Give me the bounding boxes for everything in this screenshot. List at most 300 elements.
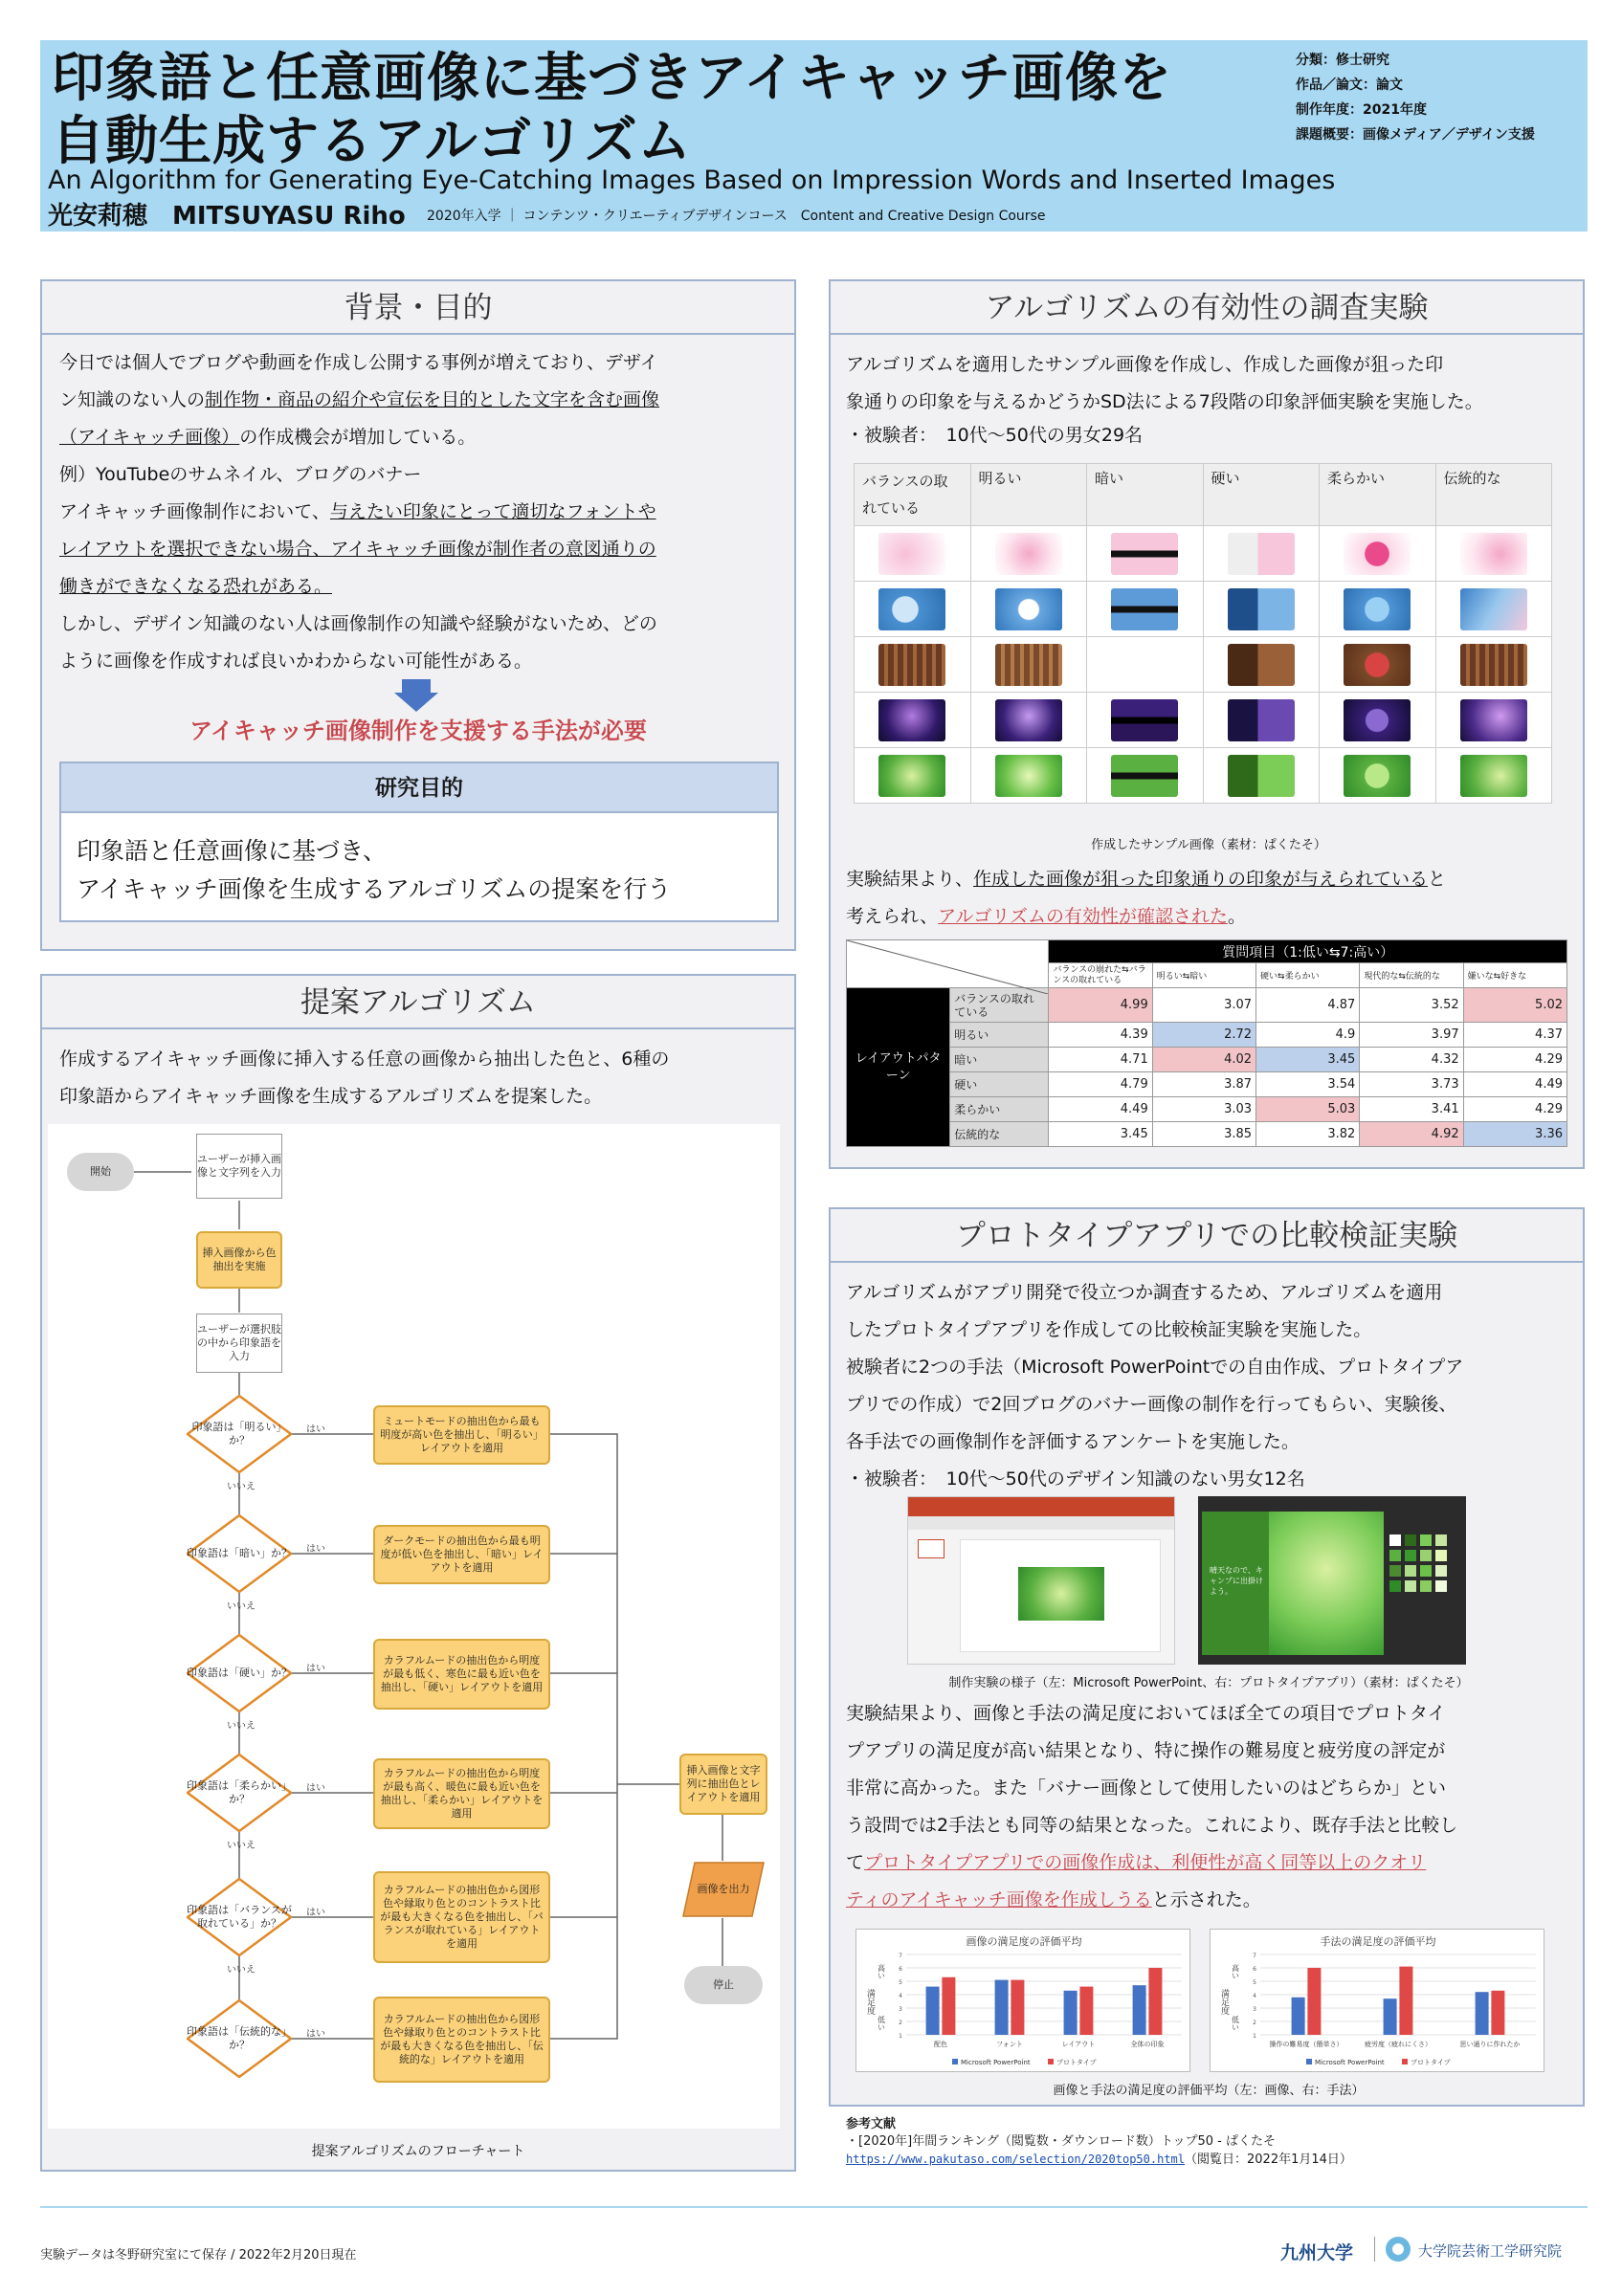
output-label: 画像を出力	[697, 1883, 750, 1895]
sample-thumb	[878, 588, 945, 630]
sample-cell	[1320, 748, 1436, 804]
text-line	[846, 1882, 1583, 1919]
image-satisfaction-chart	[855, 1929, 1190, 2072]
legend-swatch	[1048, 2059, 1054, 2064]
swatch[interactable]	[1420, 1565, 1432, 1577]
apply-layout-node: 挿入画像と文字列に抽出色とレイアウトを適用	[679, 1754, 767, 1815]
no-label: いいえ	[227, 1965, 256, 1976]
sample-caption: 作成したサンプル画像（素材：ぱくたそ）	[1091, 838, 1326, 852]
chart-ylabel-low: 低い	[1231, 2016, 1240, 2031]
text-span: て	[846, 1852, 865, 1873]
x-tick-label: 全体の印象	[1130, 2041, 1165, 2048]
table-cell: 4.29	[1463, 1097, 1566, 1122]
table-cell: 4.37	[1463, 1023, 1566, 1048]
purpose-heading: 研究目的	[61, 763, 777, 813]
table-cell: 4.29	[1463, 1048, 1566, 1072]
sample-thumb	[1228, 755, 1295, 797]
meta-category: 分類：修士研究	[1296, 53, 1389, 68]
bar-powerpoint	[995, 1980, 1009, 2035]
table-cell: 3.36	[1463, 1122, 1566, 1147]
sample-cell	[1203, 637, 1320, 693]
table-cell: 3.45	[1049, 1122, 1152, 1147]
header-banner	[40, 40, 1588, 232]
table-cell: 4.99	[1049, 988, 1152, 1023]
row-label: バランスの取れている	[950, 988, 1049, 1023]
row-label: 硬い	[950, 1072, 1049, 1097]
bar-powerpoint	[1133, 1985, 1146, 2035]
sample-col-header: 柔らかい	[1320, 464, 1436, 526]
sample-col-header: 硬い	[1203, 464, 1320, 526]
row-label: 柔らかい	[950, 1097, 1049, 1122]
decision-dark	[187, 1514, 292, 1593]
chart-ylabel: 満足度	[1219, 1989, 1229, 2015]
legend-swatch	[1306, 2059, 1312, 2064]
reference-date: （閲覧日：2022年1月14日）	[1185, 2152, 1352, 2167]
y-tick-label: 3	[1253, 2006, 1256, 2013]
english-subtitle: An Algorithm for Generating Eye-Catching Images Based on Impression Words and Inserted Images	[48, 166, 1336, 195]
sample-thumb	[1344, 699, 1411, 741]
text-span: 実験結果より、	[846, 869, 974, 890]
sample-thumb	[1460, 699, 1527, 741]
sample-cell	[970, 582, 1087, 637]
y-tick-label: 7	[899, 1953, 902, 1959]
swatch[interactable]	[1389, 1565, 1401, 1577]
meta-summary: 課題概要：画像メディア／デザイン支援	[1296, 127, 1535, 143]
x-tick-label: 疲労度（疲れにくさ）	[1365, 2041, 1432, 2048]
yes-label: はい	[306, 1544, 325, 1555]
references	[846, 2116, 1352, 2169]
table-cell: 3.52	[1360, 988, 1463, 1023]
swatch[interactable]	[1435, 1580, 1447, 1592]
layout-pattern-header: レイアウトパターン	[847, 988, 950, 1147]
bar-prototype	[942, 1977, 955, 2035]
sample-thumb	[1228, 533, 1295, 575]
text-line: ように画像を作成すれば良いかわからない可能性がある。	[59, 651, 533, 672]
table-cell: 4.02	[1152, 1048, 1255, 1072]
sample-cell	[970, 637, 1087, 693]
sample-col-header: バランスの取れている	[855, 464, 971, 526]
text-span: 考えられ、	[846, 906, 939, 927]
bar-powerpoint	[926, 1987, 940, 2035]
proposal-text	[59, 1041, 787, 1115]
text-line: う設問では2手法とも同等の結果となった。これにより、既存手法と比較し	[846, 1815, 1458, 1836]
faculty-logo-icon	[1386, 2237, 1411, 2262]
x-tick-label: 配色	[934, 2041, 947, 2048]
table-cell: 5.02	[1463, 988, 1566, 1023]
table-cell: 4.9	[1256, 1023, 1360, 1048]
text-line	[59, 382, 787, 419]
sample-thumb	[878, 755, 945, 797]
sample-cell	[855, 748, 971, 804]
legend-label: プロトタイプ	[1411, 2059, 1451, 2066]
y-tick-label: 7	[1253, 1953, 1256, 1959]
sample-cell	[1320, 693, 1436, 748]
sample-col-header: 暗い	[1087, 464, 1204, 526]
question-header: 質問項目（1:低い⇆7:高い）	[1049, 940, 1567, 963]
sample-cell	[1435, 693, 1552, 748]
decision-balanced	[187, 1878, 292, 1956]
sample-cell	[855, 582, 971, 637]
bar-prototype	[1148, 1968, 1162, 2035]
sample-thumb	[1111, 699, 1178, 741]
sample-thumb	[1111, 533, 1178, 575]
validity-title: アルゴリズムの有効性の調査実験	[831, 281, 1583, 335]
table-cell: 3.85	[1152, 1122, 1255, 1147]
text-line: 印象語からアイキャッチ画像を生成するアルゴリズムを提案した。	[59, 1086, 603, 1107]
prototype-app-screenshot	[1198, 1496, 1466, 1665]
swatch[interactable]	[1389, 1534, 1401, 1546]
y-tick-label: 1	[899, 2033, 902, 2040]
table-cell: 2.72	[1152, 1023, 1255, 1048]
x-tick-label: 思い通りに作れたか	[1459, 2041, 1521, 2048]
no-label: いいえ	[227, 1601, 256, 1612]
y-tick-label: 3	[899, 2006, 902, 2013]
start-node: 開始	[67, 1153, 134, 1191]
sample-cell	[970, 693, 1087, 748]
sample-cell	[1087, 748, 1204, 804]
output-node	[681, 1861, 766, 1918]
flowchart	[48, 1124, 780, 2129]
bar-prototype	[1079, 1987, 1093, 2035]
text-span: アイキャッチ画像制作において、	[59, 501, 330, 522]
no-label: いいえ	[227, 1841, 256, 1851]
prototype-text	[846, 1274, 1583, 1498]
swatch[interactable]	[1389, 1550, 1401, 1561]
y-tick-label: 4	[899, 1993, 902, 1999]
text-span: と示された。	[1151, 1889, 1261, 1910]
prototype-result-text	[846, 1695, 1583, 1919]
title-line-2: 自動生成するアルゴリズム	[52, 110, 692, 171]
bar-powerpoint	[1292, 1998, 1305, 2035]
screenshot-caption: 制作実験の様子（左：Microsoft PowerPoint、右：プロトタイプアプリ）（素材：ぱくたそ）	[948, 1676, 1469, 1690]
text-line	[846, 861, 1583, 898]
y-tick-label: 5	[1253, 1979, 1256, 1986]
text-line: したプロトタイプアプリを作成しての比較検証実験を実施した。	[846, 1319, 1372, 1340]
chart-title: 手法の満足度の評価平均	[1320, 1935, 1436, 1948]
ppt-slide-image	[1018, 1567, 1104, 1621]
swatch[interactable]	[1389, 1580, 1401, 1592]
text-line: プアプリの満足度が高い結果となり、特に操作の難易度と疲労度の評定が	[846, 1740, 1446, 1761]
bar-prototype	[1307, 1968, 1321, 2035]
row-label: 明るい	[950, 1023, 1049, 1048]
sample-thumb	[1460, 533, 1527, 575]
table-cell: 3.03	[1152, 1097, 1255, 1122]
bar-powerpoint	[1384, 1998, 1397, 2035]
validity-text	[846, 346, 1583, 450]
action-hard: カラフルムードの抽出色から明度が最も低く、寒色に最も近い色を抽出し、「硬い」レイアウトを適用	[373, 1639, 550, 1710]
reference-link[interactable]: https://www.pakutaso.com/selection/2020top50.html	[846, 2152, 1186, 2166]
row-label: 暗い	[950, 1048, 1049, 1072]
text-line	[846, 898, 1583, 936]
table-cell: 3.73	[1360, 1072, 1463, 1097]
decision-label: 印象語は「硬い」か？	[187, 1667, 292, 1679]
prototype-title: プロトタイプアプリでの比較検証実験	[831, 1209, 1583, 1263]
table-cell: 4.71	[1049, 1048, 1152, 1072]
flowchart-connectors	[48, 1124, 780, 2129]
swatch[interactable]	[1435, 1550, 1447, 1561]
sample-cell	[1087, 582, 1204, 637]
method-satisfaction-chart	[1210, 1929, 1544, 2072]
course-info: 2020年入学 ｜ コンテンツ・クリエーティブデザインコース Content and Creative Design Course	[427, 209, 1046, 224]
text-line	[59, 419, 787, 456]
background-title: 背景・目的	[42, 281, 794, 335]
powerpoint-screenshot	[907, 1496, 1175, 1665]
validity-result-text	[846, 861, 1583, 936]
input-image-text-node: ユーザーが挿入画像と文字列を入力	[196, 1134, 282, 1199]
sample-thumb	[1228, 699, 1295, 741]
swatch[interactable]	[1420, 1550, 1432, 1561]
sample-cell	[1435, 748, 1552, 804]
decision-label: 印象語は「バランスが取れている」か？	[187, 1904, 292, 1930]
table-cell: 3.54	[1256, 1072, 1360, 1097]
decision-traditional	[187, 1999, 292, 2078]
bar-prototype	[1399, 1967, 1412, 2035]
underlined-text: （アイキャッチ画像）	[59, 427, 240, 448]
y-tick-label: 1	[1253, 2033, 1256, 2040]
sample-cell	[1087, 693, 1204, 748]
decision-label: 印象語は「明るい」か？	[191, 1421, 287, 1446]
background-panel	[40, 279, 796, 951]
sample-cell	[970, 748, 1087, 804]
text-span: と	[1428, 869, 1447, 890]
sample-cell	[1087, 637, 1204, 693]
text-line: ・被験者： 10代〜50代の男女29名	[846, 425, 1144, 446]
sample-thumb	[878, 699, 945, 741]
decision-label: 印象語は「伝統的な」か？	[187, 2025, 292, 2051]
y-tick-label: 2	[899, 2020, 902, 2026]
bar-prototype	[1491, 1991, 1504, 2035]
question-col: 硬い⇆柔らかい	[1256, 963, 1360, 988]
underlined-text: 制作物・商品の紹介や宣伝を目的とした文字を含む画像	[205, 389, 660, 410]
y-tick-label: 6	[1253, 1966, 1256, 1973]
sample-cell	[1320, 582, 1436, 637]
chart-title: 画像の満足度の評価平均	[966, 1935, 1082, 1948]
sample-thumb	[995, 533, 1062, 575]
yes-label: はい	[306, 1424, 325, 1435]
chart-ylabel-high: 高い	[877, 1964, 886, 1979]
legend-label: Microsoft PowerPoint	[961, 2059, 1031, 2066]
underlined-text: レイアウトを選択できない場合、アイキャッチ画像が制作者の意図通りの	[59, 539, 656, 560]
highlight-text: プロトタイプアプリでの画像作成は、利便性が高く同等以上のクオリ	[864, 1852, 1427, 1873]
app-banner-text: 晴天なので、キャンプに出掛けよう。	[1210, 1566, 1263, 1596]
chart-ylabel-low: 低い	[877, 2016, 886, 2031]
decision-label: 印象語は「柔らかい」か？	[187, 1779, 292, 1805]
sample-cell	[1320, 637, 1436, 693]
purpose-text	[77, 832, 671, 909]
swatch[interactable]	[1420, 1534, 1432, 1546]
text-line: 作成するアイキャッチ画像に挿入する任意の画像から抽出した色と、6種の	[59, 1049, 670, 1070]
reference-url-line	[846, 2151, 1352, 2169]
text-line: 今日では個人でブログや動画を作成し公開する事例が増えており、デザイ	[59, 352, 658, 373]
footer-note: 実験データは冬野研究室にて保存 / 2022年2月20日現在	[40, 2248, 357, 2263]
chart-ylabel-high: 高い	[1231, 1964, 1240, 1979]
swatch[interactable]	[1435, 1534, 1447, 1546]
meta-year: 制作年度：2021年度	[1296, 102, 1427, 118]
yes-label: はい	[306, 1664, 325, 1674]
question-col: 明るい⇆暗い	[1152, 963, 1255, 988]
no-label: いいえ	[227, 1721, 256, 1732]
question-col: 現代的な⇆伝統的な	[1360, 963, 1463, 988]
yes-label: はい	[306, 2029, 325, 2040]
action-balanced: カラフルムードの抽出色から図形色や縁取り色とのコントラスト比が最も大きくなる色を抽出し、「バランスが取れている」レイアウトを適用	[373, 1871, 550, 1963]
table-cell: 4.49	[1463, 1072, 1566, 1097]
question-col: バランスの崩れた⇆バランスの取れている	[1049, 963, 1152, 988]
swatch[interactable]	[1405, 1550, 1416, 1561]
chart-svg	[1211, 1930, 1545, 2073]
title-line-1: 印象語と任意画像に基づきアイキャッチ画像を	[52, 47, 1173, 108]
sample-cell	[970, 526, 1087, 582]
chart-ylabel: 満足度	[865, 1989, 875, 2015]
charts-caption: 画像と手法の満足度の評価平均（左：画像、右：手法）	[1053, 2084, 1365, 2098]
text-line: 象通りの印象を与えるかどうかSD法による7段階の印象評価実験を実施した。	[846, 391, 1483, 412]
author-name: 光安莉穂 MITSUYASU Riho	[48, 202, 406, 231]
chart-svg	[856, 1930, 1191, 2073]
y-tick-label: 5	[899, 1979, 902, 1986]
app-preview-image	[1269, 1512, 1384, 1655]
sample-cell	[1203, 693, 1320, 748]
sample-cell	[855, 693, 971, 748]
underlined-text: 作成した画像が狙った印象通りの印象が与えられている	[973, 869, 1429, 890]
sample-col-header: 伝統的な	[1435, 464, 1552, 526]
text-line: アルゴリズムを適用したサンプル画像を作成し、作成した画像が狙った印	[846, 354, 1444, 375]
faculty-name: 大学院芸術工学研究院	[1418, 2242, 1563, 2260]
swatch[interactable]	[1405, 1534, 1416, 1546]
validity-panel	[829, 279, 1585, 1169]
decision-hard	[187, 1634, 292, 1712]
x-tick-label: 操作の難易度（簡単さ）	[1269, 2041, 1344, 2048]
swatch[interactable]	[1420, 1580, 1432, 1592]
table-corner	[847, 940, 1049, 988]
logo-separator	[1374, 2237, 1375, 2262]
need-statement: アイキャッチ画像制作を支援する手法が必要	[189, 718, 647, 744]
bar-powerpoint	[1476, 1992, 1489, 2035]
action-traditional: カラフルムードの抽出色から図形色や縁取り色とのコントラスト比が最も大きくなる色を抽出し、「伝統的な」レイアウトを適用	[373, 1997, 550, 2083]
sample-cell	[855, 637, 971, 693]
purpose-line-2: アイキャッチ画像を生成するアルゴリズムの提案を行う	[77, 875, 672, 903]
sample-thumb	[1228, 644, 1295, 686]
meta-info	[1296, 48, 1535, 147]
yes-label: はい	[306, 1908, 325, 1918]
purpose-line-1: 印象語と任意画像に基づき、	[77, 837, 388, 865]
ppt-slide-thumb	[918, 1539, 944, 1558]
stop-node: 停止	[684, 1966, 763, 2004]
purpose-box	[59, 762, 779, 922]
color-extract-node: 挿入画像から色抽出を実施	[196, 1231, 282, 1289]
background-text	[59, 344, 787, 680]
meta-type: 作品／論文：論文	[1296, 77, 1403, 93]
swatch[interactable]	[1405, 1565, 1416, 1577]
bar-powerpoint	[1064, 1991, 1078, 2035]
sample-thumb	[1460, 588, 1527, 630]
table-cell: 5.03	[1256, 1097, 1360, 1122]
swatch[interactable]	[1405, 1580, 1416, 1592]
no-label: いいえ	[227, 1482, 256, 1492]
table-cell: 4.39	[1049, 1023, 1152, 1048]
results-table	[846, 939, 1567, 1147]
text-line: アルゴリズムがアプリ開発で役立つか調査するため、アルゴリズムを適用	[846, 1282, 1443, 1303]
sample-thumb	[1460, 644, 1527, 686]
sample-thumb	[1344, 755, 1411, 797]
sample-thumb	[1460, 755, 1527, 797]
footer-divider	[40, 2206, 1588, 2208]
app-color-palette	[1389, 1515, 1460, 1655]
table-cell: 4.32	[1360, 1048, 1463, 1072]
table-cell: 4.49	[1049, 1097, 1152, 1122]
table-cell: 4.79	[1049, 1072, 1152, 1097]
sample-thumb	[1344, 644, 1411, 686]
sample-thumb	[995, 755, 1062, 797]
sample-thumb	[995, 644, 1062, 686]
text-line: 被験者に2つの手法（Microsoft PowerPointでの自由作成、プロトタイプア	[846, 1357, 1464, 1378]
text-line: プリでの作成）で2回ブログのバナー画像の制作を行ってもらい、実験後、	[846, 1394, 1457, 1415]
sample-thumb	[995, 699, 1062, 741]
action-soft: カラフルムードの抽出色から明度が最も高く、暖色に最も近い色を抽出し、「柔らかい」レイアウトを適用	[373, 1758, 550, 1829]
table-cell: 3.87	[1152, 1072, 1255, 1097]
swatch[interactable]	[1435, 1565, 1447, 1577]
text-line: しかし、デザイン知識のない人は画像制作の知識や経験がないため、どの	[59, 613, 657, 634]
text-line	[59, 494, 787, 531]
x-tick-label: レイアウト	[1061, 2041, 1096, 2048]
text-line: 実験結果より、画像と手法の満足度においてほぼ全ての項目でプロトタイ	[846, 1703, 1446, 1724]
sample-thumb	[1228, 588, 1295, 630]
x-tick-label: フォント	[996, 2041, 1023, 2048]
legend-swatch	[1402, 2059, 1408, 2064]
sample-thumb	[1344, 588, 1411, 630]
sample-thumb	[878, 644, 945, 686]
sample-thumb	[1344, 533, 1411, 575]
action-dark: ダークモードの抽出色から最も明度が低い色を抽出し、「暗い」レイアウトを適用	[373, 1525, 550, 1584]
table-cell: 3.82	[1256, 1122, 1360, 1147]
highlight-text: ティのアイキャッチ画像を作成しうる	[846, 1889, 1152, 1910]
text-span: の作成機会が増加している。	[239, 427, 477, 448]
ppt-slide	[960, 1539, 1161, 1652]
sample-thumb	[1111, 644, 1178, 686]
legend-label: Microsoft PowerPoint	[1315, 2059, 1385, 2066]
sample-cell	[1435, 637, 1552, 693]
sample-cell	[1435, 526, 1552, 582]
decision-label: 印象語は「暗い」か？	[187, 1547, 292, 1559]
table-cell: 3.07	[1152, 988, 1255, 1023]
sample-cell	[855, 526, 971, 582]
underlined-text: 与えたい印象にとって適切なフォントや	[329, 501, 656, 522]
y-tick-label: 6	[899, 1966, 902, 1973]
input-impression-node: ユーザーが選択肢の中から印象語を入力	[196, 1314, 282, 1373]
sample-thumb	[995, 588, 1062, 630]
palette-grid	[1389, 1534, 1460, 1592]
sample-cell	[1320, 526, 1436, 582]
decision-soft	[187, 1754, 292, 1832]
sample-images-grid	[854, 463, 1552, 804]
text-line: 各手法での画像制作を評価するアンケートを実施した。	[846, 1431, 1300, 1452]
sample-cell	[1087, 526, 1204, 582]
text-line: ・被験者： 10代〜50代のデザイン知識のない男女12名	[846, 1468, 1305, 1490]
legend-swatch	[952, 2059, 958, 2064]
ppt-ribbon	[908, 1497, 1174, 1516]
y-tick-label: 4	[1253, 1993, 1256, 1999]
poster-title	[52, 46, 1172, 172]
proposal-title: 提案アルゴリズム	[42, 976, 794, 1029]
table-cell: 3.41	[1360, 1097, 1463, 1122]
text-span: 。	[1228, 906, 1247, 927]
app-preview	[1202, 1512, 1384, 1655]
prototype-panel	[829, 1207, 1585, 2107]
table-cell: 4.87	[1256, 988, 1360, 1023]
sample-cell	[1203, 582, 1320, 637]
ppt-toolbar	[908, 1516, 1174, 1530]
sample-cell	[1203, 526, 1320, 582]
action-bright: ミュートモードの抽出色から最も明度が高い色を抽出し、「明るい」レイアウトを適用	[373, 1405, 550, 1465]
sample-cell	[1435, 582, 1552, 637]
